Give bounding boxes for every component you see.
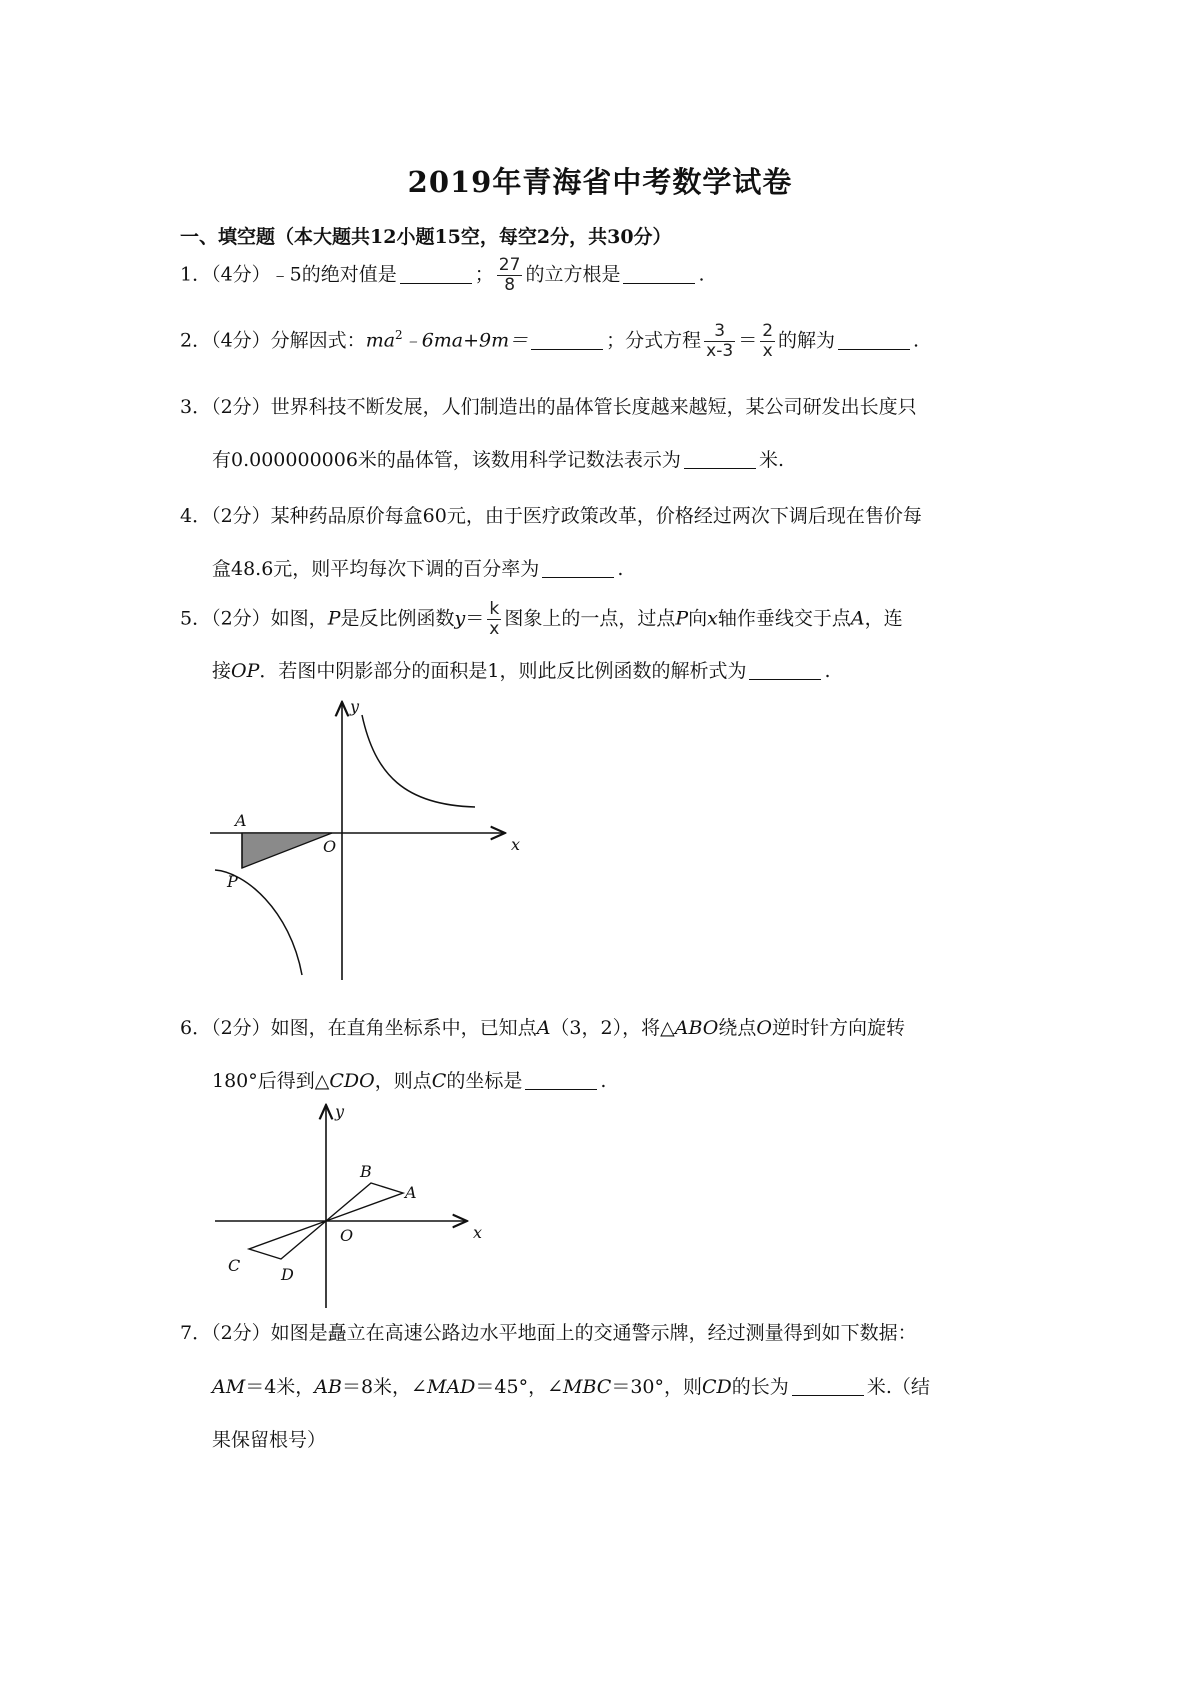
question-5-line-1: 5．（2分）如图，P是反比例函数y＝ $\frac{k}{x}$ 图象上的一点，过点P向x轴作垂线交于点A，连 — [180, 599, 903, 639]
fraction: $\frac{2}{x}$ — [762, 321, 774, 361]
question-6-line-2: 180°后得到△CDO，则点C的坐标是 . — [212, 1070, 607, 1092]
q5-figure — [205, 690, 535, 990]
label-a: A — [235, 811, 247, 830]
answer-blank — [531, 331, 603, 350]
fraction: $\frac{3}{x-3}$ — [706, 321, 734, 361]
answer-blank — [749, 661, 821, 680]
question-4-line-1: 4．（2分）某种药品原价每盒60元，由于医疗政策改革，价格经过两次下调后现在售价每 — [180, 505, 922, 527]
label-p: P — [227, 872, 238, 891]
answer-blank — [542, 559, 614, 578]
question-3-line-2: 有0.000000006米的晶体管，该数用科学记数法表示为 米. — [212, 449, 784, 471]
label-o: O — [340, 1226, 354, 1245]
triangle-cdo — [249, 1221, 326, 1259]
label-a: A — [405, 1183, 417, 1202]
label-o: O — [323, 837, 337, 856]
answer-blank — [623, 265, 695, 284]
question-2: 2．（4分）分解因式：$ma^2﹣6ma+9m=$ ；分式方程 $\frac{3}{x-3}$ ＝ $\frac{2}{x}$ 的解为 . — [180, 321, 920, 361]
triangle-abo — [326, 1183, 403, 1221]
fraction: $\frac{k}{x}$ — [489, 599, 500, 639]
question-3-line-1: 3．（2分）世界科技不断发展，人们制造出的晶体管长度越来越短，某公司研发出长度只 — [180, 396, 917, 418]
question-5-line-2: 接OP．若图中阴影部分的面积是1，则此反比例函数的解析式为 . — [212, 660, 831, 682]
answer-blank — [792, 1377, 864, 1396]
label-x: x — [511, 835, 521, 854]
label-x: x — [473, 1223, 483, 1242]
question-4-line-2: 盒48.6元，则平均每次下调的百分率为 . — [212, 558, 624, 580]
label-c: C — [228, 1256, 241, 1275]
label-y: y — [350, 697, 360, 716]
q6-figure — [205, 1095, 495, 1315]
label-b: B — [360, 1162, 372, 1181]
hyperbola-branch-1 — [362, 715, 475, 807]
answer-blank — [838, 331, 910, 350]
question-7-line-3: 果保留根号） — [212, 1429, 327, 1451]
page-title: 2019年青海省中考数学试卷 — [407, 165, 793, 199]
question-7-line-1: 7．（2分）如图是矗立在高速公路边水平地面上的交通警示牌，经过测量得到如下数据： — [180, 1322, 917, 1344]
label-y: y — [335, 1102, 345, 1121]
question-1: 1．（4分）﹣5的绝对值是 ； $\frac{27}{8}$ 的立方根是 . — [180, 255, 705, 295]
question-6-line-1: 6．（2分）如图，在直角坐标系中，已知点A（3，2），将△ABO绕点O逆时针方向旋转 — [180, 1017, 905, 1039]
answer-blank — [525, 1071, 597, 1090]
question-7-line-2: AM＝4米，AB＝8米，∠MAD＝45°，∠MBC＝30°，则CD的长为 米.（结 — [212, 1376, 930, 1398]
label-d: D — [281, 1265, 294, 1284]
shaded-triangle — [242, 833, 332, 868]
answer-blank — [684, 450, 756, 469]
section-heading: 一、填空题（本大题共12小题15空，每空2分，共30分） — [180, 226, 672, 248]
fraction: $\frac{27}{8}$ — [498, 255, 521, 295]
answer-blank — [400, 265, 472, 284]
